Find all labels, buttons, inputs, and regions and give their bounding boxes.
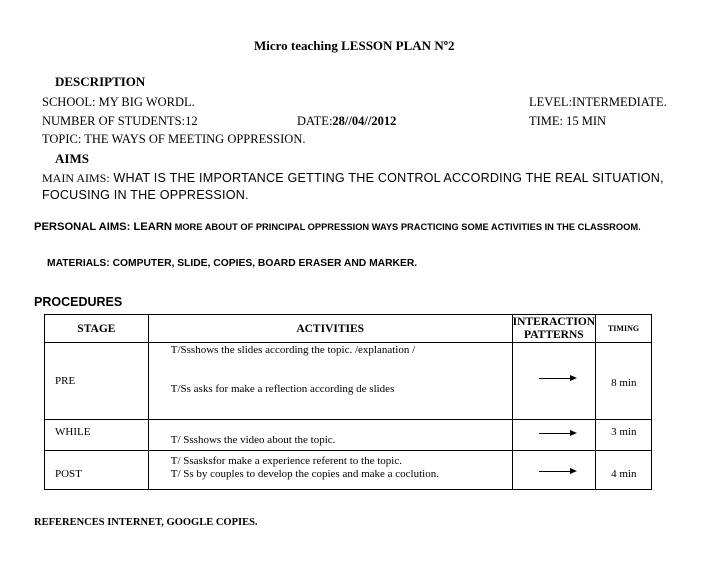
time-field: TIME: 15 MIN (529, 114, 607, 128)
activities-header: ACTIVITIES (148, 315, 512, 343)
interaction-cell (512, 451, 595, 490)
level-field: LEVEL:INTERMEDIATE. (529, 95, 667, 109)
stage-while: WHILE (55, 426, 91, 438)
interaction-header-line2: PATTERNS (524, 328, 584, 341)
table-header-row (45, 315, 652, 343)
students-field: NUMBER OF STUDENTS:12 (42, 114, 198, 128)
stage-post: POST (55, 468, 82, 480)
stage-cell (45, 451, 149, 490)
table-row (45, 420, 652, 451)
timing-cell (596, 420, 652, 451)
arrow-head-icon (570, 430, 577, 436)
main-aims-text: WHAT IS THE IMPORTANCE GETTING THE CONTROL ACCORDING THE REAL SITUATION, (109, 171, 664, 185)
timing-value: 4 min (611, 468, 637, 480)
main-aims-line2: FOCUSING IN THE OPPRESSION. (42, 188, 249, 202)
date-value: 28//04//2012 (332, 114, 397, 128)
stage-cell (45, 420, 149, 451)
table-row (45, 343, 652, 420)
personal-aims (34, 221, 641, 233)
date-label: DATE: (297, 114, 333, 128)
activity-text: T/ Ssasksfor make a experience referent to the topic. (170, 455, 402, 467)
interaction-header-line1: INTERACTION (512, 315, 596, 328)
activity-text: T/Ssshows the slides according the topic. /explanation / (170, 344, 416, 356)
materials-line: MATERIALS: COMPUTER, SLIDE, COPIES, BOARD ERASER AND MARKER. (47, 258, 418, 269)
activities-cell (148, 343, 512, 420)
interaction-header (512, 315, 595, 343)
personal-aims-text: MORE ABOUT OF PRINCIPAL OPPRESSION WAYS PRACTICING SOME ACTIVITIES IN THE CLASSROOM. (172, 222, 641, 232)
activities-cell (148, 451, 512, 490)
procedures-table (44, 314, 652, 490)
timing-header: TIMING (596, 315, 652, 343)
interaction-cell (512, 420, 595, 451)
school-field: SCHOOL: MY BIG WORDL. (42, 95, 195, 109)
activity-text: T/Ss asks for make a reflection according de slides (170, 383, 395, 395)
timing-cell (596, 343, 652, 420)
main-aims-line1 (42, 171, 664, 186)
stage-header: STAGE (45, 315, 149, 343)
activity-text: T/ Ss by couples to develop the copies and make a coclution. (170, 468, 439, 480)
arrow-head-icon (570, 468, 577, 474)
stage-cell (45, 343, 149, 420)
timing-value: 3 min (611, 426, 637, 438)
arrow-right-icon (539, 471, 571, 472)
page-title: Micro teaching LESSON PLAN Nº2 (254, 38, 455, 53)
timing-cell (596, 451, 652, 490)
references-line: REFERENCES INTERNET, GOOGLE COPIES. (34, 517, 258, 528)
description-heading: DESCRIPTION (55, 74, 146, 89)
personal-aims-label: PERSONAL AIMS: LEARN (34, 221, 172, 233)
aims-heading: AIMS (55, 151, 89, 166)
timing-value: 8 min (611, 377, 637, 389)
topic-field: TOPIC: THE WAYS OF MEETING OPPRESSION. (42, 132, 306, 146)
interaction-cell (512, 343, 595, 420)
stage-pre: PRE (55, 375, 76, 387)
arrow-head-icon (570, 375, 577, 381)
activity-text: T/ Ssshows the video about the topic. (170, 434, 336, 446)
main-aims-label: MAIN AIMS: (42, 171, 110, 185)
procedures-heading: PROCEDURES (34, 295, 123, 309)
arrow-right-icon (539, 433, 571, 434)
arrow-right-icon (539, 378, 571, 379)
activities-cell (148, 420, 512, 451)
date-field (297, 114, 396, 129)
table-row (45, 451, 652, 490)
